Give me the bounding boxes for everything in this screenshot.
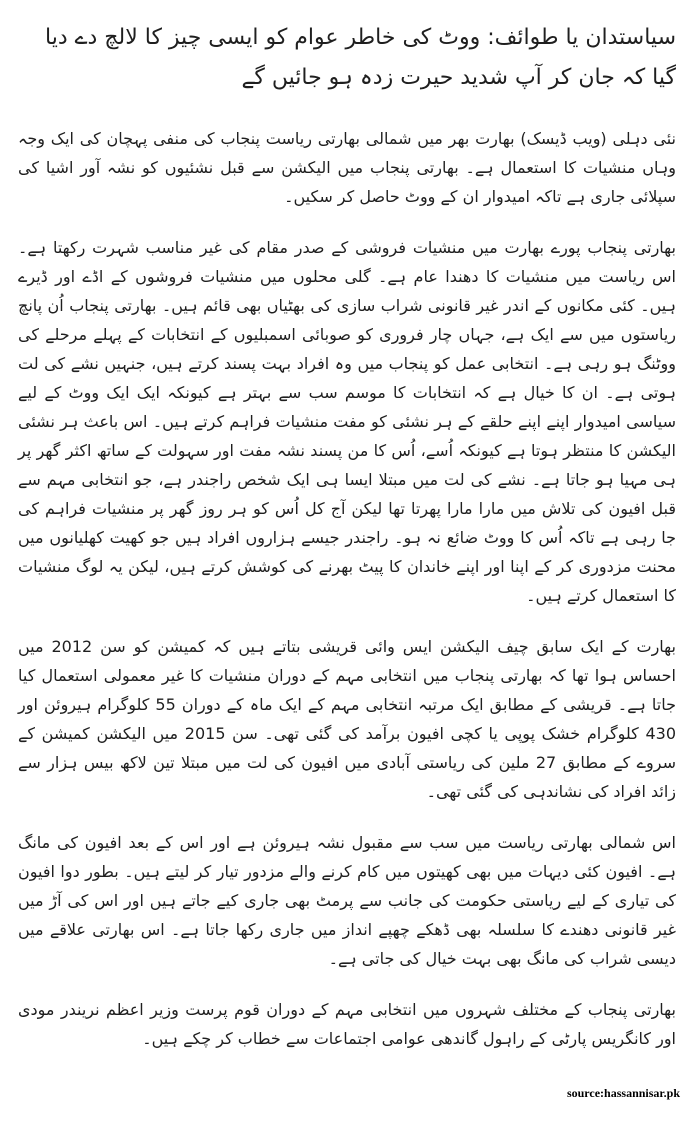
- article-paragraph: نئی دہلی (ویب ڈیسک) بھارت بھر میں شمالی بھارتی ریاست پنجاب کی منفی پہچان کی ایک وجہ وہاں منشیات کا استعمال ہے۔ بھارتی پنجاب میں الیکشن سے قبل نشئیوں کو نشہ آور اشیا کی سپلائی جاری ہے تاکہ امیدوار ان کے ووٹ حاصل کر سکیں۔: [18, 129, 676, 206]
- article-paragraph: اس شمالی بھارتی ریاست میں سب سے مقبول نشہ ہیروئن ہے اور اس کے بعد افیون کی مانگ ہے۔ افیون کئی دیہات میں بھی کھیتوں میں کام کرنے والے مزدور تیار کر لیتے ہیں۔ بطور دوا افیون کی تیاری کے لیے ریاستی حکومت کی جانب سے پرمٹ بھی جاری کیے جاتے ہیں اور اس کی آڑ میں غیر قانونی دھندے کا سلسلہ بھی ڈھکے چھپے انداز میں جاری رکھا جاتا ہے۔ اس بھارتی علاقے میں دیسی شراب کی مانگ بھی بہت خیال کی جاتی ہے۔: [18, 833, 676, 968]
- source-credit: source:hassannisar.pk: [566, 1086, 680, 1100]
- article-paragraph: بھارت کے ایک سابق چیف الیکشن ایس وائی قریشی بتاتے ہیں کہ کمیشن کو سن 2012 میں احساس ہوا تھا کہ بھارتی پنجاب میں انتخابی مہم کے دوران منشیات کا غیر معمولی استعمال کیا جاتا ہے۔ قریشی کے مطابق ایک مرتبہ انتخابی مہم کے ایک ماہ کے دوران 55 کلوگرام ہیروئن اور 430 کلوگرام خشک پوپی یا کچی افیون برآمد کی گئی تھی۔ سن 2015 میں الیکشن کمیشن کے سروے کے مطابق 27 ملین کی ریاستی آبادی میں افیون کی لت میں مبتلا تین لاکھ بیس ہزار سے زائد افراد کی نشاندہی کی گئی تھی۔: [18, 637, 676, 801]
- article-paragraph: بھارتی پنجاب پورے بھارت میں منشیات فروشی کے صدر مقام کی غیر مناسب شہرت رکھتا ہے۔ اس ریاست میں منشیات کا دھندا عام ہے۔ گلی محلوں میں منشیات فروشوں کے اڈے اور ڈیرے ہیں۔ کئی مکانوں کے اندر غیر قانونی شراب سازی کی بھٹیاں بھی قائم ہیں۔ بھارتی پنجاب اُن پانچ ریاستوں میں سے ایک ہے، جہاں چار فروری کو صوبائی اسمبلیوں کے انتخابات کے پہلے مرحلے کی ووٹنگ ہو رہی ہے۔ انتخابی عمل کو پنجاب میں وہ افراد بہت پسند کرتے ہیں، جنہیں نشے کی لت ہوتی ہے۔ ان کا خیال ہے کہ انتخابات کا موسم سب سے بہتر ہے کیونکہ ایک ایک ووٹ کے لیے سیاسی امیدوار اپنے اپنے حلقے کے ہر نشئی کو مفت منشیات فراہم کرتے ہیں۔ اس باعث ہر نشئی الیکشن کا منتظر ہوتا ہے کیونکہ اُسے، اُس کا من پسند نشہ مفت اور سہولت کے ساتھ اکثر گھر پر ہی مہیا ہو جاتا ہے۔ نشے کی لت میں مبتلا ایسا ہی ایک شخص راجندر ہے، جو انتخابی مہم سے قبل افیون کی تلاش میں مارا مارا پھرتا تھا لیکن آج کل اُس کو ہر روز گھر پر منشیات فراہم کی جا رہی ہے تاکہ اُس کا ووٹ ضائع نہ ہو۔ راجندر جیسے ہزاروں افراد ہیں جو کھیت کھلیانوں میں محنت مزدوری کر کے اپنا اور اپنے خاندان کا پیٹ بھرنے کی کوشش کرتے ہیں، لیکن یہ لوگ منشیات کا استعمال کرتے ہیں۔: [18, 238, 676, 605]
- article-title: سیاستدان یا طوائف: ووٹ کی خاطر عوام کو ایسی چیز کا لالچ دے دیا گیا کہ جان کر آپ شدید حیرت زدہ ہو جائیں گے: [45, 25, 676, 90]
- article-paragraph: بھارتی پنجاب کے مختلف شہروں میں انتخابی مہم کے دوران قوم پرست وزیر اعظم نریندر مودی اور کانگریس پارٹی کے راہول گاندھی عوامی اجتماعات سے خطاب کر چکے ہیں۔: [18, 1000, 676, 1048]
